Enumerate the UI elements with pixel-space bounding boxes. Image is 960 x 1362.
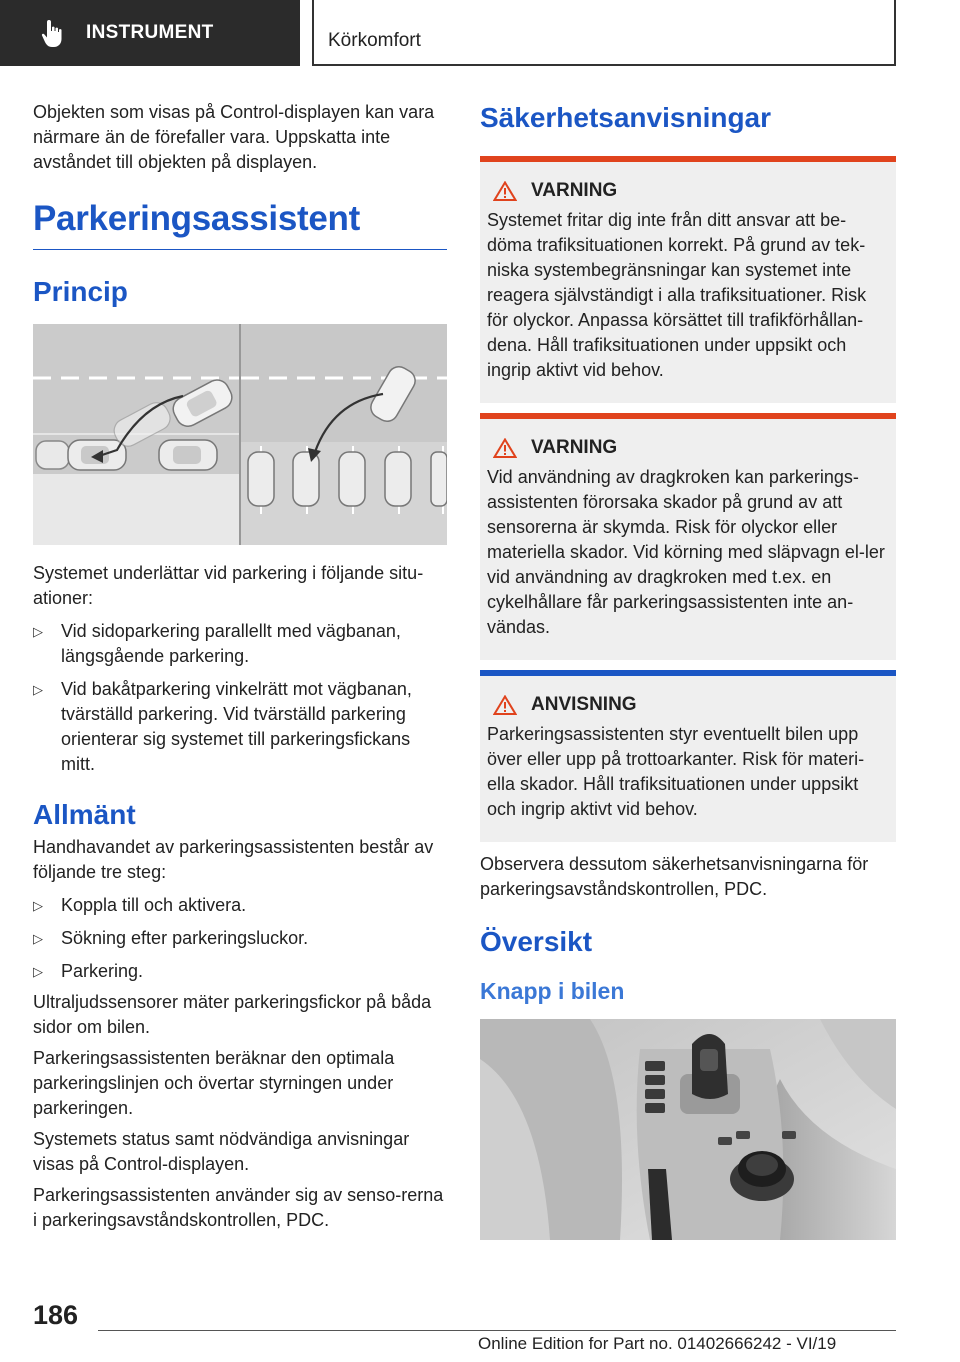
- footer-divider: [98, 1330, 896, 1331]
- principle-list: [33, 619, 447, 777]
- parking-illustration: [33, 324, 447, 545]
- overview-heading: Översikt: [480, 926, 593, 957]
- edition-text: Online Edition for Part no. 01402666242 - VI/19: [478, 1334, 837, 1353]
- page-title: Parkeringsassistent: [33, 199, 447, 250]
- center-console-image: [480, 1019, 896, 1240]
- triangle-bullet-icon: ▷: [33, 624, 43, 639]
- car-console-photo: [480, 1019, 896, 1240]
- warning-triangle-icon: [493, 695, 517, 715]
- notice-title: VARNING: [531, 180, 618, 201]
- parking-diagram: [33, 324, 447, 545]
- triangle-bullet-icon: ▷: [33, 931, 43, 946]
- paragraph: Parkeringsassistenten använder sig av senso-rerna i parkeringsavståndskontrollen, PDC.: [33, 1185, 444, 1230]
- chapter-label: Körkomfort: [328, 30, 421, 51]
- list-item: ▷ Parkering.: [33, 959, 447, 984]
- warning-triangle-icon: [493, 181, 517, 201]
- triangle-bullet-icon: ▷: [33, 682, 43, 697]
- page-number: 186: [33, 1300, 79, 1330]
- section-tab: [0, 0, 300, 66]
- list-item: ▷ Vid bakåtparkering vinkelrätt mot vägbanan, tvärställd parkering. Vid tvärställd parkering orienterar sig systemet till parkeringsfickans mitt.: [33, 679, 412, 774]
- general-text: Handhavandet av parkeringsassistenten består av följande tre steg:: [33, 837, 434, 882]
- principle-heading: Princip: [33, 276, 128, 307]
- general-list: [33, 893, 447, 984]
- notice-text: Systemet fritar dig inte från ditt ansvar att be-döma trafiksituationen korrekt. På grund av tek-niska systembegränsningar kan systemet inte reagera självständigt i alla trafiksituationer. Risk för olyckor. Anpassa körsättet till trafikförhållan-dena. Håll trafiksituationen under uppsikt och ingrip aktivt vid behov.: [487, 210, 867, 380]
- notice-title: ANVISNING: [531, 694, 637, 715]
- principle-text: Systemet underlättar vid parkering i följande situ-ationer:: [33, 563, 424, 608]
- list-item: ▷ Sökning efter parkeringsluckor.: [33, 926, 447, 951]
- warning-notice: [480, 156, 896, 403]
- notice-text: Vid användning av dragkroken kan parkerings-assistenten förorsaka skador på grund av att sensorerna är skymda. Risk för olyckor eller materiella skador. Vid körning med släpvagn el-ler vid användning av dragkroken med t.ex. en cykelhållare får parkeringsassistenten inte an-vändas.: [487, 467, 885, 637]
- paragraph: Systemets status samt nödvändiga anvisningar visas på Control-displayen.: [33, 1129, 410, 1174]
- warning-triangle-icon: [493, 438, 517, 458]
- left-column: [33, 100, 447, 1233]
- list-item: ▷ Koppla till och aktivera.: [33, 893, 447, 918]
- safety-heading: Säkerhetsanvisningar: [480, 102, 772, 133]
- page-header: [0, 0, 960, 66]
- observe-paragraph: Observera dessutom säkerhetsanvisningarna för parkeringsavståndskontrollen, PDC.: [480, 854, 869, 899]
- section-label: INSTRUMENT: [86, 22, 214, 43]
- notice-text: Parkeringsassistenten styr eventuellt bilen upp över eller upp på trottoarkanter. Risk för materi-ella skador. Håll trafiksituationen under uppsikt och ingrip aktivt vid behov.: [487, 724, 865, 819]
- chapter-tab: [312, 0, 896, 66]
- right-column: [480, 100, 896, 1240]
- triangle-bullet-icon: ▷: [33, 898, 43, 913]
- button-heading: Knapp i bilen: [480, 978, 625, 1004]
- intro-paragraph: Objekten som visas på Control-displayen kan vara närmare än de förefaller vara. Uppskatta inte avståndet till objekten på displayen.: [33, 102, 435, 172]
- list-item: ▷ Vid sidoparkering parallellt med vägbanan, längsgående parkering.: [33, 621, 401, 666]
- triangle-bullet-icon: ▷: [33, 964, 43, 979]
- hand-icon: [40, 18, 66, 48]
- paragraph: Parkeringsassistenten beräknar den optimala parkeringslinjen och övertar styrningen under parkeringen.: [33, 1048, 395, 1118]
- warning-notice: [480, 413, 896, 660]
- general-heading: Allmänt: [33, 799, 136, 830]
- notice-title: VARNING: [531, 437, 618, 458]
- paragraph: Ultraljudssensorer mäter parkeringsfickor på båda sidor om bilen.: [33, 992, 432, 1037]
- info-notice: [480, 670, 896, 842]
